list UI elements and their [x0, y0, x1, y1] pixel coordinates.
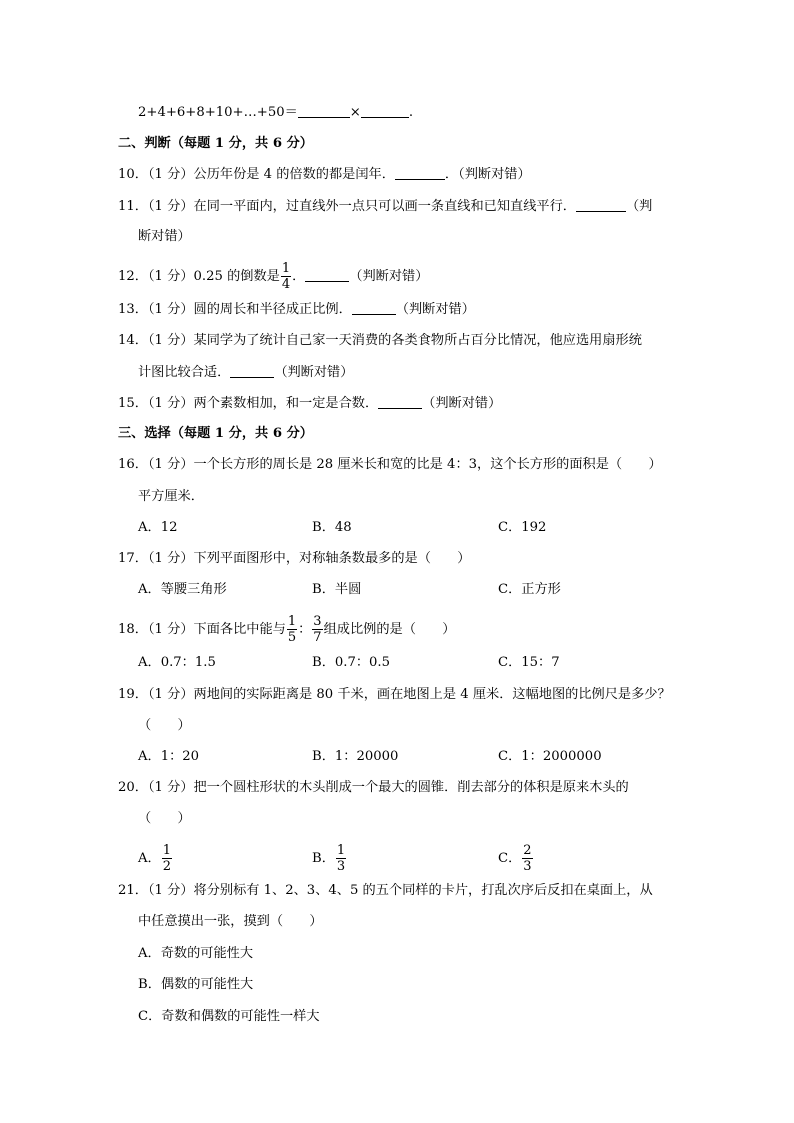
q20-option-c-label: C． [498, 851, 522, 866]
q10-answer-blank[interactable] [395, 165, 445, 180]
q18-option-a[interactable]: A．0.7：1.5 [138, 655, 216, 670]
q21-option-b[interactable]: B．偶数的可能性大 [138, 977, 254, 992]
q18-frac2-denominator: 7 [313, 630, 322, 645]
q9-expression: 2+4+6+8+10+…+50＝ [138, 105, 298, 120]
q10-number: 10．（1 分） [118, 167, 194, 182]
q9-blank-2[interactable] [361, 103, 409, 118]
q14-number: 14．（1 分） [118, 333, 194, 348]
q17-number: 17．（1 分） [118, 551, 194, 566]
question-12 [118, 262, 428, 291]
q16-line2: 平方厘米． [138, 489, 204, 504]
section-3-title: 三、选择（每题 1 分，共 6 分） [118, 426, 313, 441]
q18-frac1-numerator: 1 [287, 614, 297, 629]
q17-option-a[interactable]: A．等腰三角形 [138, 582, 227, 597]
q14-line2-text: 计图比较合适． [138, 365, 231, 380]
q14-text: 某同学为了统计自己家一天消费的各类食物所占百分比情况，他应选用扇形统 [193, 333, 642, 348]
question-18 [118, 615, 455, 644]
q18-number: 18．（1 分） [118, 622, 194, 637]
q20-a-denominator: 2 [162, 859, 171, 874]
q21-number: 21．（1 分） [118, 883, 194, 898]
q21-line2: 中任意摸出一张，摸到（ ） [138, 914, 323, 929]
q18-option-b[interactable]: B．0.7：0.5 [312, 655, 391, 670]
q11-line2: 断对错） [138, 229, 191, 244]
q18-option-c[interactable]: C．15：7 [498, 655, 560, 670]
q12-number: 12．（1 分） [118, 269, 194, 284]
q21-option-c[interactable]: C．奇数和偶数的可能性一样大 [138, 1009, 320, 1024]
q20-a-numerator: 1 [162, 843, 171, 858]
q20-option-b-label: B． [312, 851, 335, 866]
q20-b-denominator: 3 [336, 859, 346, 874]
q20-option-c-fraction [522, 844, 532, 873]
q20-option-c[interactable] [498, 844, 534, 873]
q12-frac-denominator: 4 [281, 277, 291, 292]
q20-option-a-label: A． [138, 851, 161, 866]
q9-times: × [349, 105, 361, 120]
q13-number: 13．（1 分） [118, 302, 194, 317]
q20-b-numerator: 1 [336, 843, 346, 858]
q20-line2: （ ） [138, 811, 191, 826]
q19-text: 两地间的实际距离是 80 千米，画在地图上是 4 厘米．这幅地图的比例尺是多少？ [193, 687, 671, 702]
q13-tail: （判断对错） [395, 302, 475, 317]
q15-tail: （判断对错） [422, 396, 502, 411]
q19-option-a[interactable]: A．1：20 [138, 749, 200, 764]
q17-option-c[interactable]: C．正方形 [498, 582, 561, 597]
q20-c-numerator: 2 [523, 843, 532, 858]
q19-number: 19．（1 分） [118, 687, 194, 702]
q20-option-b-fraction [336, 844, 346, 873]
q20-c-denominator: 3 [523, 859, 532, 874]
q15-text: 两个素数相加，和一定是合数． [193, 396, 379, 411]
q21-text: 将分别标有 1、2、3、4、5 的五个同样的卡片，打乱次序后反扣在桌面上，从 [193, 883, 653, 898]
q13-text: 圆的周长和半径成正比例． [193, 302, 352, 317]
q18-fraction-2 [312, 615, 322, 644]
question-20 [118, 779, 629, 797]
q20-number: 20．（1 分） [118, 780, 194, 795]
q11-answer-blank[interactable] [576, 197, 626, 212]
q16-option-b[interactable]: B．48 [312, 520, 352, 535]
q15-answer-blank[interactable] [378, 394, 422, 409]
q12-fraction [281, 262, 291, 291]
q14-tail: （判断对错） [274, 365, 354, 380]
q19-option-b[interactable]: B．1：20000 [312, 749, 399, 764]
q11-number: 11．（1 分） [118, 199, 194, 214]
q15-number: 15．（1 分） [118, 396, 194, 411]
q12-frac-numerator: 1 [281, 261, 291, 276]
question-13 [118, 300, 475, 319]
q18-text-b: 组成比例的是（ ） [323, 622, 456, 637]
question-19 [118, 686, 671, 704]
q13-answer-blank[interactable] [352, 300, 396, 315]
q16-number: 16．（1 分） [118, 457, 194, 472]
question-10 [118, 165, 531, 184]
q21-option-a[interactable]: A．奇数的可能性大 [138, 946, 254, 961]
q20-option-a[interactable] [138, 844, 173, 873]
q18-colon: ： [298, 622, 312, 637]
q10-tail: ．（判断对错） [444, 167, 531, 182]
question-15 [118, 394, 501, 413]
question-14 [118, 332, 642, 350]
q14-line2 [138, 363, 353, 382]
q16-option-c[interactable]: C．192 [498, 520, 547, 535]
question-11 [118, 197, 652, 216]
question-16 [118, 456, 662, 474]
q9-end: . [408, 105, 414, 120]
q11-text: 在同一平面内，过直线外一点只可以画一条直线和已知直线平行． [193, 199, 576, 214]
q17-option-b[interactable]: B．半圆 [312, 582, 362, 597]
section-2-title: 二、判断（每题 1 分，共 6 分） [118, 136, 313, 151]
q12-text: 0.25 的倒数是 [193, 269, 280, 284]
q9-expression-line [138, 103, 413, 122]
q20-option-b[interactable] [312, 844, 347, 873]
q12-answer-blank[interactable] [305, 267, 349, 282]
q10-text: 公历年份是 4 的倍数的都是闰年． [193, 167, 395, 182]
q11-tail: （判 [625, 199, 653, 214]
q19-line2: （ ） [138, 718, 191, 733]
q18-text-a: 下面各比中能与 [193, 622, 286, 637]
q17-text: 下列平面图形中，对称轴条数最多的是（ ） [193, 551, 471, 566]
q19-option-c[interactable]: C．1：2000000 [498, 749, 602, 764]
q20-text: 把一个圆柱形状的木头削成一个最大的圆锥．削去部分的体积是原来木头的 [193, 780, 629, 795]
q12-tail: （判断对错） [349, 269, 429, 284]
q9-blank-1[interactable] [298, 103, 350, 118]
question-21 [118, 882, 653, 900]
q18-frac1-denominator: 5 [287, 630, 297, 645]
q16-text: 一个长方形的周长是 28 厘米长和宽的比是 4：3，这个长方形的面积是（ ） [193, 457, 662, 472]
q16-option-a[interactable]: A．12 [138, 520, 178, 535]
q18-frac2-numerator: 3 [313, 614, 322, 629]
q14-answer-blank[interactable] [230, 363, 274, 378]
q18-fraction-1 [287, 615, 297, 644]
question-17 [118, 550, 470, 568]
q12-period: ． [292, 269, 306, 284]
q20-option-a-fraction [162, 844, 172, 873]
